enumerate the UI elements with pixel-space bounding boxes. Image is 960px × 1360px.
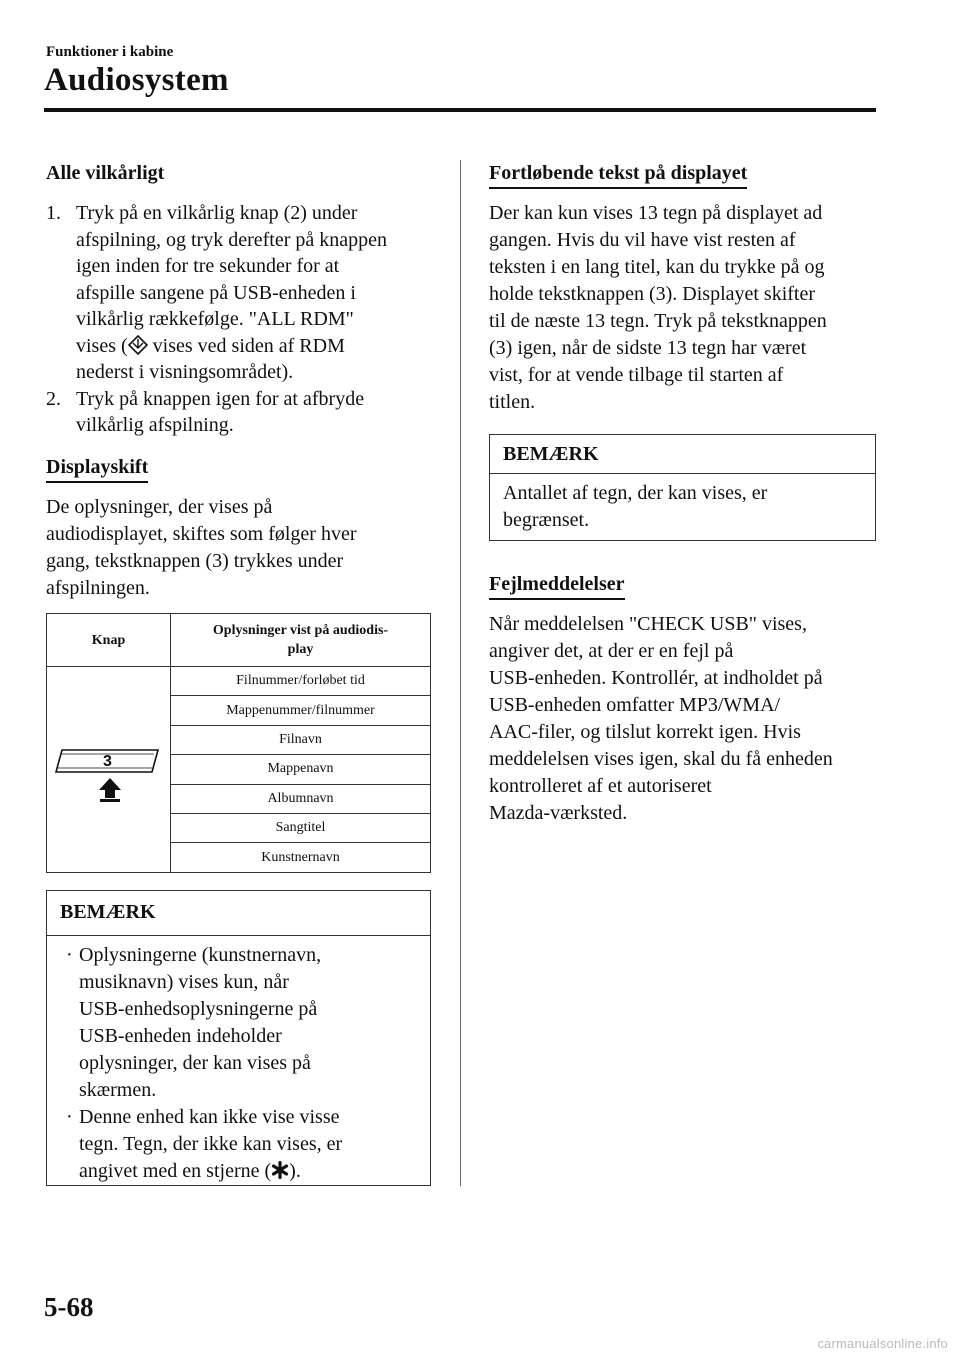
error-heading: Fejlmeddelelser (489, 573, 625, 600)
note-body (47, 936, 430, 1185)
section-label: Funktioner i kabine (46, 44, 174, 60)
page-number: 5-68 (44, 1292, 94, 1322)
header-rule (44, 108, 876, 112)
note-title: BEMÆRK (47, 891, 430, 936)
note-bullet-2: · Denne enhed kan ikke vise visse tegn. Tegn, der ikke kan vises, er angivet med en stjerne ( ). (66, 1106, 343, 1182)
table-row: Sangtitel (171, 813, 431, 842)
button-number-label: 3 (102, 752, 112, 770)
col-header-button: Knap (47, 614, 171, 667)
table-row: Kunstnernavn (171, 843, 431, 872)
table-row: Filnavn (171, 725, 431, 754)
step-1: 1. Tryk på en vilkårlig knap (2) under afspilning, og tryk derefter på knappen igen inden for tre sekunder for at afspille sangene på USB-enheden i vilkårlig rækkefølge. "ALL RDM" vises ( vises ved siden af RDM nederst i visningsområdet). (46, 200, 446, 386)
note-box-right (489, 434, 876, 541)
random-play-icon (128, 335, 148, 355)
display-heading: Displayskift (46, 456, 148, 483)
watermark[interactable]: carmanualsonline.info (817, 1336, 948, 1351)
column-divider (460, 160, 461, 1186)
note-title: BEMÆRK (490, 435, 875, 474)
step-1-icon-line: vises ( vises ved siden af RDM (76, 334, 345, 357)
table-row: Albumnavn (171, 784, 431, 813)
random-heading: Alle vilkårligt (46, 162, 165, 184)
note-body: Antallet af tegn, der kan vises, er begrænset. (503, 482, 768, 531)
press-arrow-icon (99, 778, 121, 802)
page-title: Audiosystem (44, 62, 229, 98)
col-header-info: Oplysninger vist på audiodis- play (171, 614, 431, 667)
scroll-heading: Fortløbende tekst på displayet (489, 162, 747, 189)
table-row: Filnummer/forløbet tid (171, 667, 431, 696)
note-bullet-1: · Oplysningerne (kunstnernavn, musiknavn) vises kun, når USB-enhedsoplysningerne på USB-enheden indeholder oplysninger, der kan vises på skærmen. (66, 944, 322, 1101)
bullet-dot: · (66, 1106, 73, 1128)
random-steps (46, 200, 446, 439)
scroll-paragraph: Der kan kun vises 13 tegn på displayet ad gangen. Hvis du vil have vist resten af teksten i en lang titel, kan du trykke på og holde tekstknappen (3). Displayet skifter til de næste 13 tegn. Tryk på tekstknappen (3) igen, når de sidste 13 tegn har været vist, for at vende tilbage til starten af titlen. (489, 202, 827, 413)
button-illustration-cell (47, 667, 171, 873)
display-info-table (46, 613, 431, 873)
table-row: Mappenavn (171, 755, 431, 784)
step-2: 2. Tryk på knappen igen for at afbryde vilkårlig afspilning. (46, 387, 365, 436)
display-paragraph: De oplysninger, der vises på audiodisplayet, skiftes som følger hver gang, tekstknappen (3) trykkes under afspilningen. (46, 496, 357, 599)
table-row: Mappenummer/filnummer (171, 696, 431, 725)
note-box-left (46, 890, 431, 1186)
bullet-dot: · (66, 944, 73, 966)
error-paragraph: Når meddelelsen "CHECK USB" vises, angiver det, at der er en fejl på USB-enheden. Kontrollér, at indholdet på USB-enheden omfatter MP3/WMA/ AAC-filer, og tilslut korrekt igen. Hvis meddelelsen vises igen, skal du få enheden kontrolleret af et autoriseret Mazda-værksted. (489, 613, 833, 824)
asterisk-icon (271, 1161, 289, 1179)
text-button-illustration (54, 732, 164, 802)
